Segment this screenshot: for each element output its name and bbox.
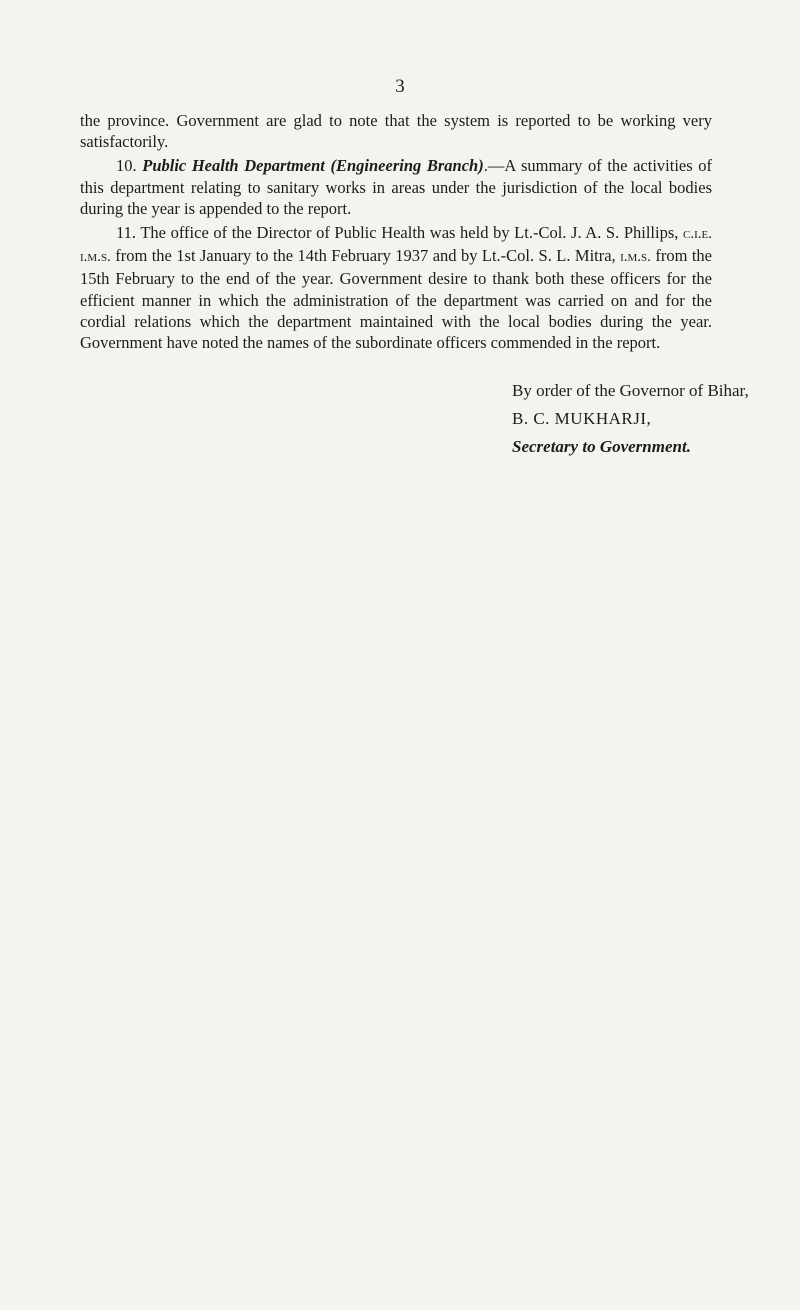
paragraph-continuation: the province. Government are glad to note that the system is reported to be working very satisfactorily. (80, 111, 712, 152)
paragraph-11-number: 11. (116, 223, 137, 243)
page-number: 3 (395, 76, 405, 97)
body-text (80, 110, 712, 353)
signature-order-line: By order of the Governor of Bihar, (512, 381, 749, 400)
paragraph-10 (80, 155, 712, 219)
paragraph-10-subheading: (Engineering Branch) (330, 156, 484, 176)
paragraph-10-number: 10. (116, 156, 137, 176)
paragraph-11 (80, 222, 712, 353)
paragraph-11-text-a: The office of the Director of Public Health was held by Lt.-Col. J. A. S. Phillips, (140, 223, 684, 243)
paragraph-11-honours-2: i.m.s. (620, 249, 651, 266)
paragraph-10-text: .—A summary of the activities of this department relating to sanitary works in areas under the jurisdiction of the local bodies during the year is appended to the report. (80, 156, 713, 218)
paragraph-11-text-c: from the 15th February to the end of the year. Government desire to thank both these officers for the efficient manner in which the administration of the department was carried on and for the cordial relations which the department maintained with the local bodies during the year. Government have noted the names of the subordinate officers commended in the report. (80, 246, 712, 353)
paragraph-11-text-b: from the 1st January to the 14th February 1937 and by Lt.-Col. S. L. Mitra, (110, 246, 621, 266)
signature-name: B. C. MUKHARJI, (512, 409, 652, 428)
paragraph-10-heading: Public Health Department (142, 156, 325, 176)
paragraph-11-honours-1: c.i.e. i.m.s. (80, 226, 712, 266)
signature-block (512, 377, 749, 461)
signature-title: Secretary to Government. (512, 437, 691, 456)
